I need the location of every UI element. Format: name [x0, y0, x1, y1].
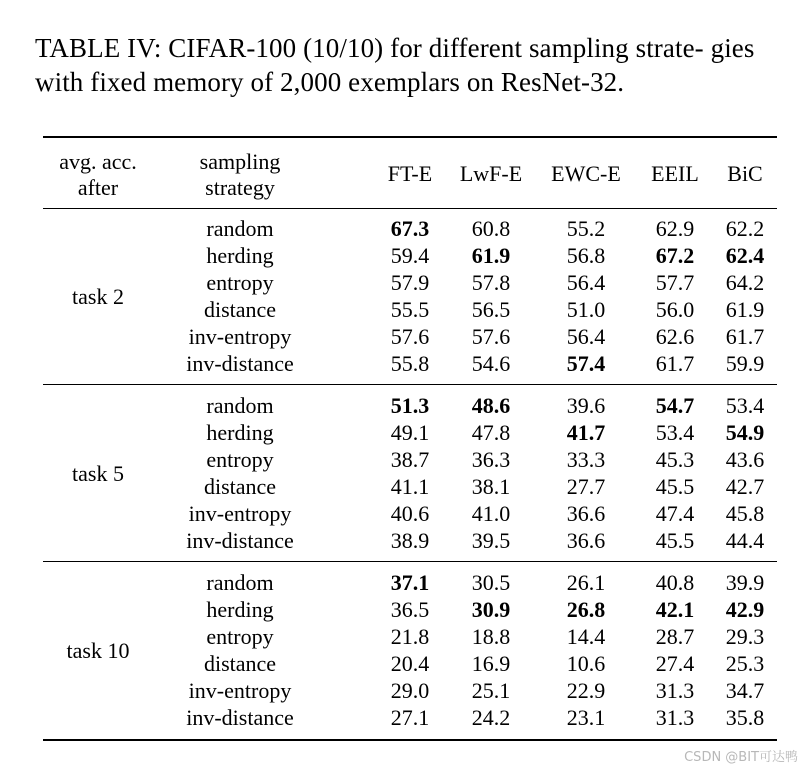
table-cell: 57.7	[655, 270, 695, 295]
table-cell: 57.6	[390, 324, 430, 349]
table-cell: 29.3	[725, 624, 765, 649]
table-cell: 61.9	[471, 243, 511, 268]
table-cell: 42.7	[725, 474, 765, 499]
table-cell: 26.8	[566, 597, 606, 622]
strategy-label: distance	[203, 651, 277, 676]
header-rule	[43, 208, 777, 209]
table-cell: 59.9	[725, 351, 765, 376]
table-cell: 62.9	[655, 216, 695, 241]
strategy-label: herding	[206, 243, 274, 268]
strategy-label: random	[206, 216, 274, 241]
table-cell: 27.7	[566, 474, 606, 499]
table-cell: 57.6	[471, 324, 511, 349]
strategy-label: entropy	[206, 624, 274, 649]
table-cell: 26.1	[566, 570, 606, 595]
table-cell: 25.1	[471, 678, 511, 703]
table-cell: 56.8	[566, 243, 606, 268]
table-cell: 40.8	[655, 570, 695, 595]
strategy-label: distance	[203, 474, 277, 499]
strategy-label: inv-entropy	[188, 501, 292, 526]
table-cell: 27.4	[655, 651, 695, 676]
table-cell: 48.6	[471, 393, 511, 418]
header-task-line2: after	[77, 175, 119, 200]
header-strategy-line1: sampling	[199, 149, 281, 174]
table-cell: 54.6	[471, 351, 511, 376]
strategy-label: inv-distance	[186, 351, 294, 376]
table-cell: 29.0	[390, 678, 430, 703]
table-cell: 41.7	[566, 420, 606, 445]
table-cell: 56.4	[566, 324, 606, 349]
header-task-line1: avg. acc.	[59, 149, 137, 174]
table-cell: 24.2	[471, 705, 511, 730]
table-cell: 16.9	[471, 651, 511, 676]
header-strategy-line2: strategy	[205, 175, 275, 200]
table-cell: 61.7	[655, 351, 695, 376]
strategy-label: inv-entropy	[188, 678, 292, 703]
table-cell: 20.4	[390, 651, 430, 676]
table-cell: 61.9	[725, 297, 765, 322]
table-cell: 35.8	[725, 705, 765, 730]
table-cell: 34.7	[725, 678, 765, 703]
table-cell: 41.1	[390, 474, 430, 499]
header-method: EEIL	[651, 161, 699, 186]
strategy-label: entropy	[206, 447, 274, 472]
table-cell: 62.6	[655, 324, 695, 349]
strategy-label: inv-distance	[186, 528, 294, 553]
watermark: CSDN @BIT可达鸭	[684, 750, 798, 765]
task-label: task 10	[66, 637, 130, 663]
header-method: EWC-E	[551, 161, 621, 186]
group-separator-rule	[43, 561, 777, 562]
header-method: BiC	[727, 161, 763, 186]
table-cell: 51.3	[390, 393, 430, 418]
table-cell: 21.8	[390, 624, 430, 649]
table-cell: 57.9	[390, 270, 430, 295]
strategy-label: inv-entropy	[188, 324, 292, 349]
table-cell: 61.7	[725, 324, 765, 349]
table-cell: 60.8	[471, 216, 511, 241]
table-cell: 42.9	[725, 597, 765, 622]
table-cell: 51.0	[566, 297, 606, 322]
task-label: task 2	[72, 283, 124, 309]
strategy-label: inv-distance	[186, 705, 294, 730]
table-cell: 47.4	[655, 501, 695, 526]
table-cell: 64.2	[725, 270, 765, 295]
table-cell: 27.1	[390, 705, 430, 730]
table-cell: 56.0	[655, 297, 695, 322]
table-cell: 36.6	[566, 501, 606, 526]
table-cell: 41.0	[471, 501, 511, 526]
group-separator-rule	[43, 384, 777, 385]
top-rule	[43, 136, 777, 138]
table-cell: 53.4	[725, 393, 765, 418]
strategy-label: random	[206, 393, 274, 418]
table-cell: 23.1	[566, 705, 606, 730]
table-cell: 37.1	[390, 570, 430, 595]
header-method: FT-E	[387, 161, 433, 186]
table-cell: 45.3	[655, 447, 695, 472]
table-cell: 55.2	[566, 216, 606, 241]
table-cell: 45.8	[725, 501, 765, 526]
table-cell: 67.2	[655, 243, 695, 268]
table-cell: 54.7	[655, 393, 695, 418]
table-cell: 55.5	[390, 297, 430, 322]
table-cell: 45.5	[655, 474, 695, 499]
table-cell: 53.4	[655, 420, 695, 445]
table-cell: 38.7	[390, 447, 430, 472]
table-cell: 57.4	[566, 351, 606, 376]
table-cell: 55.8	[390, 351, 430, 376]
table-cell: 38.9	[390, 528, 430, 553]
table-cell: 56.5	[471, 297, 511, 322]
table-cell: 36.6	[566, 528, 606, 553]
table-cell: 25.3	[725, 651, 765, 676]
table-cell: 39.5	[471, 528, 511, 553]
table-cell: 54.9	[725, 420, 765, 445]
bottom-rule	[43, 739, 777, 741]
table-cell: 30.9	[471, 597, 511, 622]
table-cell: 28.7	[655, 624, 695, 649]
table-cell: 43.6	[725, 447, 765, 472]
table-cell: 31.3	[655, 705, 695, 730]
strategy-label: herding	[206, 597, 274, 622]
table-cell: 10.6	[566, 651, 606, 676]
table-cell: 30.5	[471, 570, 511, 595]
table-cell: 49.1	[390, 420, 430, 445]
table-cell: 40.6	[390, 501, 430, 526]
table-cell: 56.4	[566, 270, 606, 295]
table-cell: 47.8	[471, 420, 511, 445]
strategy-label: random	[206, 570, 274, 595]
header-method: LwF-E	[459, 161, 523, 186]
table-cell: 62.4	[725, 243, 765, 268]
strategy-label: entropy	[206, 270, 274, 295]
table-cell: 39.9	[725, 570, 765, 595]
task-label: task 5	[72, 460, 124, 486]
table-cell: 31.3	[655, 678, 695, 703]
table-cell: 18.8	[471, 624, 511, 649]
table-cell: 39.6	[566, 393, 606, 418]
table-cell: 67.3	[390, 216, 430, 241]
table-cell: 45.5	[655, 528, 695, 553]
table-cell: 36.5	[390, 597, 430, 622]
table-cell: 36.3	[471, 447, 511, 472]
table-cell: 44.4	[725, 528, 765, 553]
table-cell: 57.8	[471, 270, 511, 295]
strategy-label: herding	[206, 420, 274, 445]
table-cell: 62.2	[725, 216, 765, 241]
table-cell: 38.1	[471, 474, 511, 499]
strategy-label: distance	[203, 297, 277, 322]
table-cell: 42.1	[655, 597, 695, 622]
table-cell: 33.3	[566, 447, 606, 472]
table-cell: 22.9	[566, 678, 606, 703]
table-cell: 59.4	[390, 243, 430, 268]
table-caption: TABLE IV: CIFAR-100 (10/10) for different sampling strate- gies with fixed memory of 2,000 exemplars on ResNet-32.	[35, 33, 755, 97]
table-cell: 14.4	[566, 624, 606, 649]
